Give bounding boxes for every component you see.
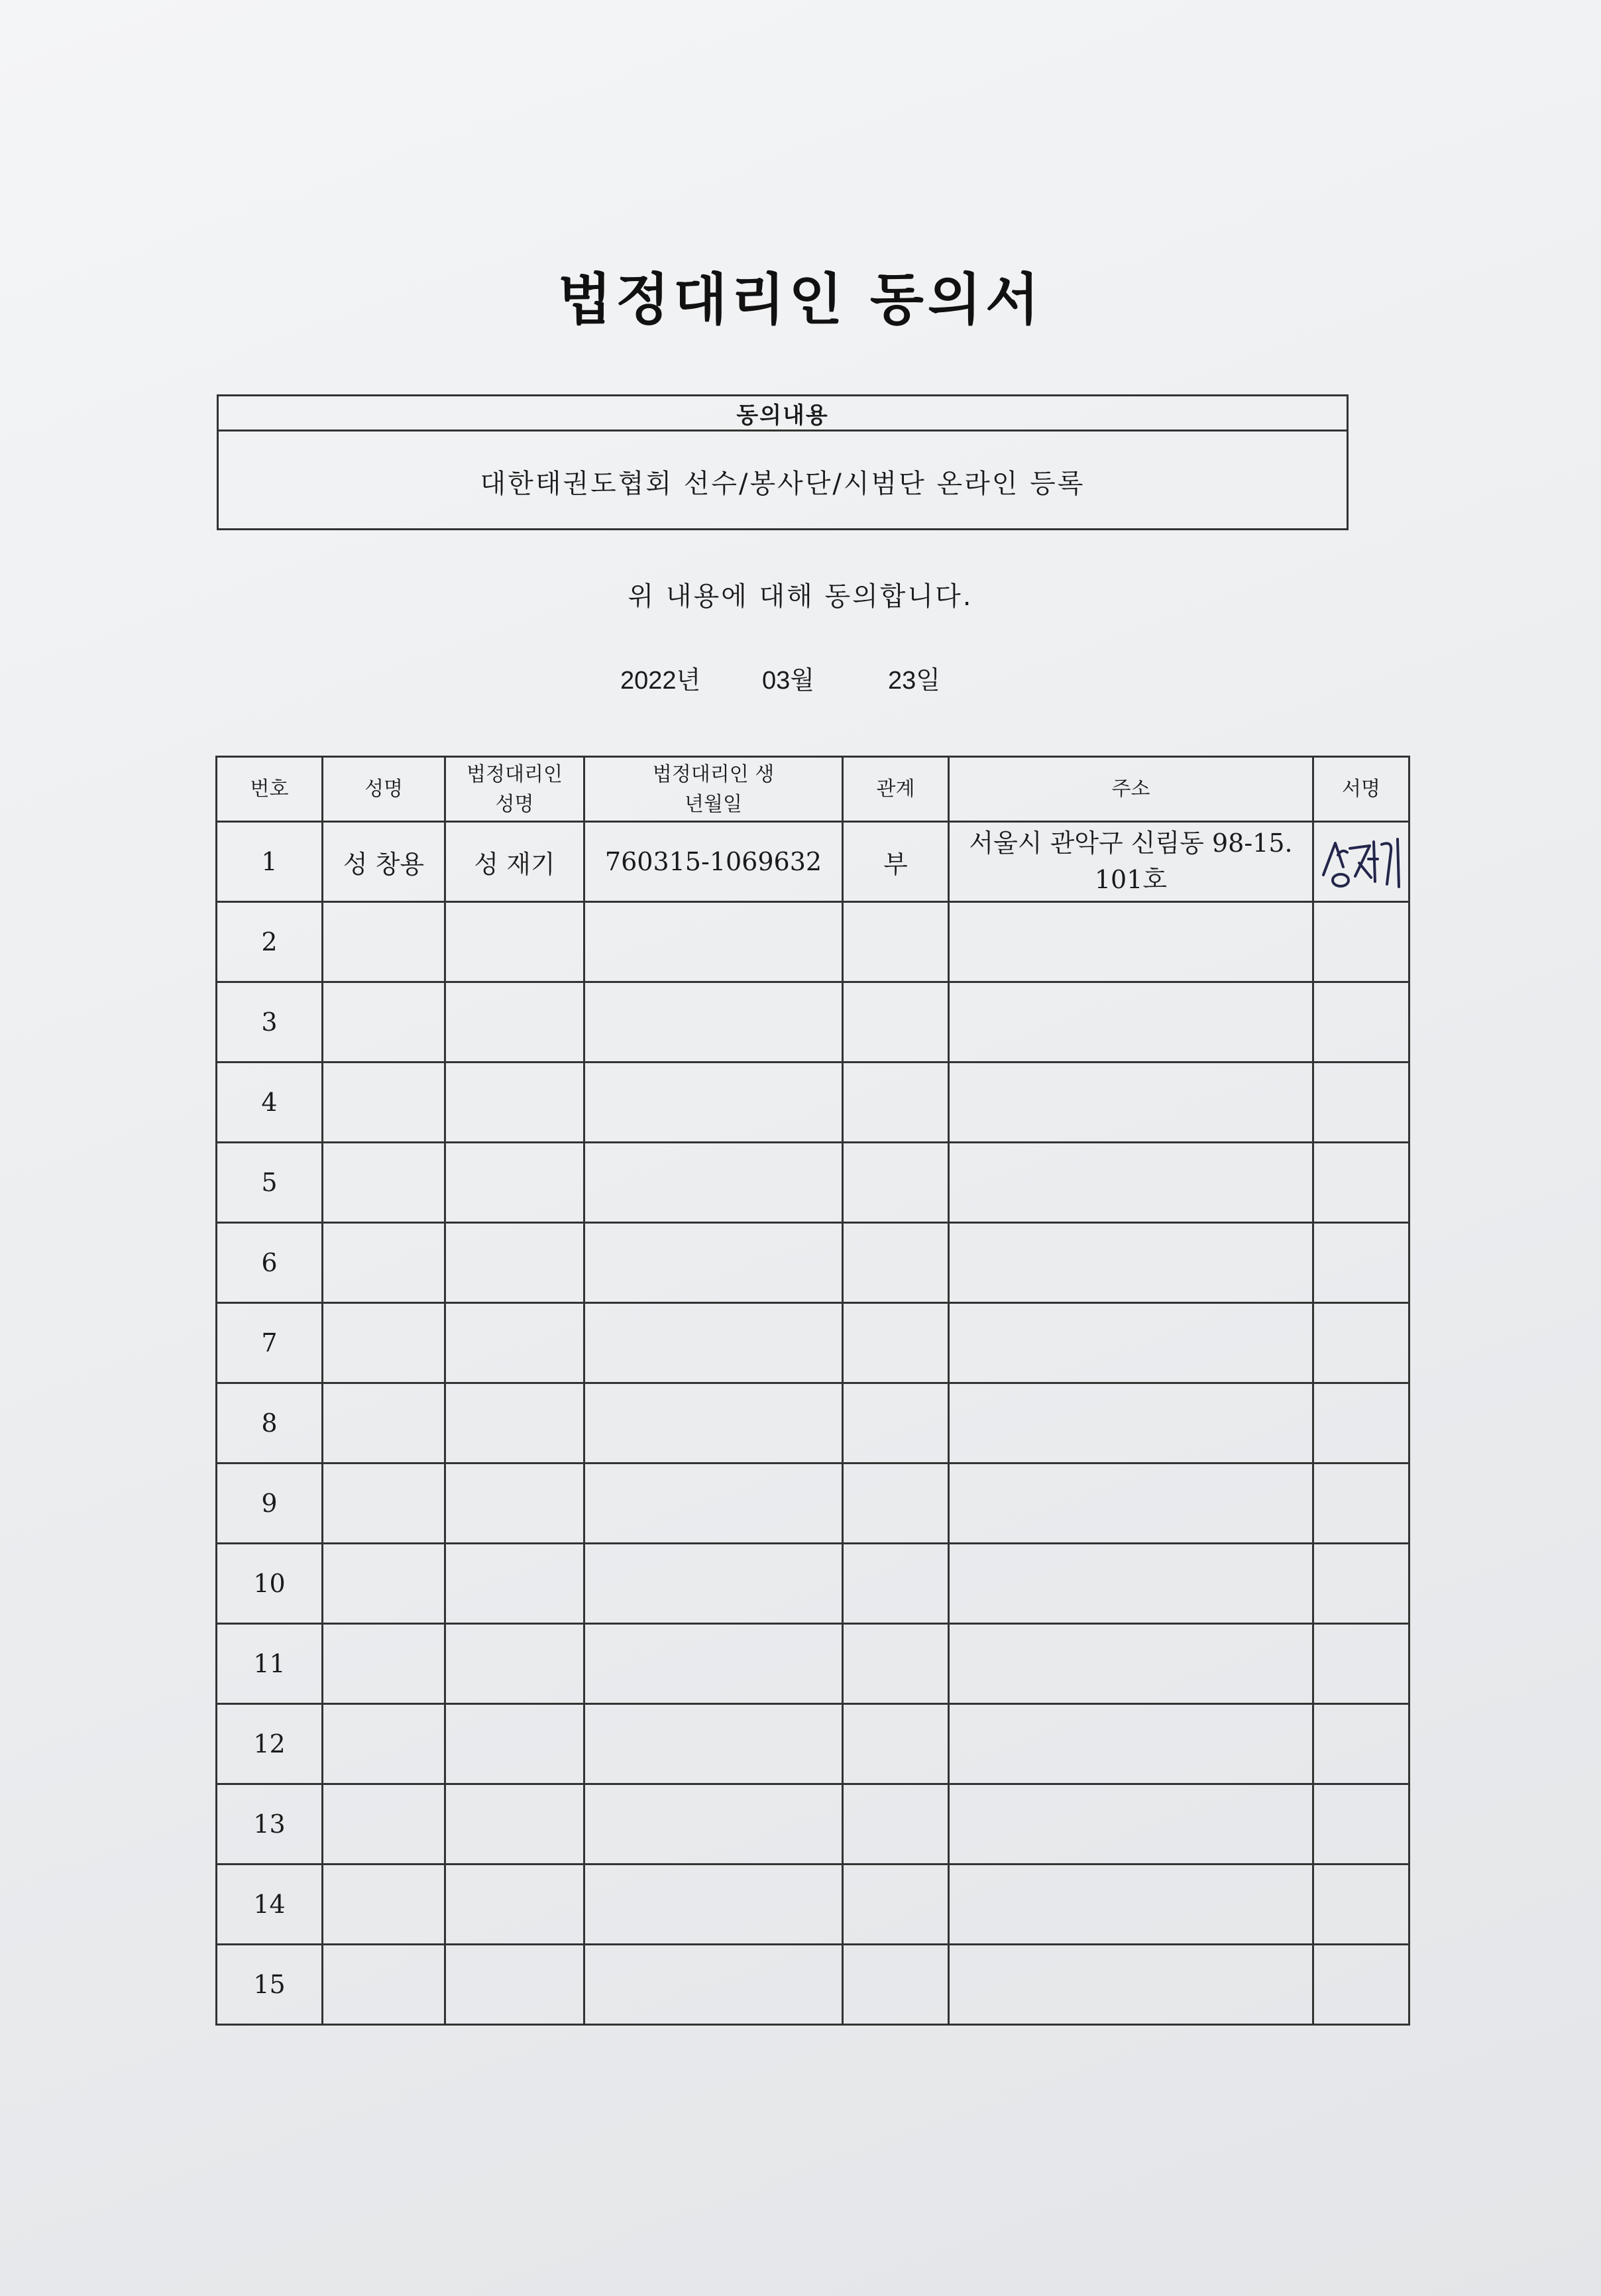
- table-row: [217, 1945, 1409, 2025]
- table-row: [217, 1865, 1409, 1945]
- row-guardian-birth: 760315-1069632: [584, 822, 843, 902]
- row-no: 7: [217, 1303, 323, 1383]
- handwritten-signature: [1318, 829, 1404, 895]
- table-row: [217, 982, 1409, 1062]
- consent-content: 대한태권도협회 선수/봉사단/시범단 온라인 등록: [480, 468, 1085, 499]
- header-guardian-birth: 법정대리인 생년월일: [584, 757, 843, 822]
- consent-header: 동의내용: [219, 396, 1347, 431]
- row-no: 2: [217, 902, 323, 982]
- table-row: [217, 1624, 1409, 1704]
- row-no: 10: [217, 1544, 323, 1624]
- header-no: 번호: [217, 757, 323, 822]
- header-relation: 관계: [843, 757, 949, 822]
- row-guardian-name: 성 재기: [445, 822, 584, 902]
- table-row: [217, 1143, 1409, 1223]
- row-no: 13: [217, 1784, 323, 1865]
- registration-table: [215, 756, 1410, 2026]
- row-no: 8: [217, 1383, 323, 1464]
- row-relation: 부: [843, 822, 949, 902]
- row-name: 성 창용: [323, 822, 445, 902]
- row-no: 5: [217, 1143, 323, 1223]
- header-guardian-name: 법정대리인 성명: [445, 757, 584, 822]
- table-row: [217, 1464, 1409, 1544]
- row-no: 4: [217, 1062, 323, 1143]
- date-month: 03월: [762, 667, 814, 695]
- table-row: [217, 1544, 1409, 1624]
- agree-statement: 위 내용에 대해 동의합니다.: [628, 581, 973, 612]
- row-no: 6: [217, 1223, 323, 1303]
- table-row: [217, 822, 1409, 902]
- row-no: 11: [217, 1624, 323, 1704]
- table-row: [217, 1223, 1409, 1303]
- header-address: 주소: [949, 757, 1313, 822]
- date-year: 2022년: [620, 667, 701, 695]
- page-title: 법정대리인 동의서: [557, 266, 1044, 332]
- row-address: 서울시 관악구 신림동 98-15. 101호: [949, 822, 1313, 902]
- table-row: [217, 1784, 1409, 1865]
- row-no: 9: [217, 1464, 323, 1544]
- table-header-row: [217, 757, 1409, 822]
- row-no: 12: [217, 1704, 323, 1784]
- row-signature: [1313, 822, 1409, 902]
- header-name: 성명: [323, 757, 445, 822]
- table-row: [217, 1303, 1409, 1383]
- row-no: 15: [217, 1945, 323, 2025]
- table-row: [217, 1383, 1409, 1464]
- date-day: 23일: [888, 667, 940, 695]
- row-no: 1: [217, 822, 323, 902]
- row-no: 14: [217, 1865, 323, 1945]
- table-row: [217, 902, 1409, 982]
- consent-box: [217, 394, 1349, 530]
- table-row: [217, 1704, 1409, 1784]
- table-row: [217, 1062, 1409, 1143]
- header-signature: 서명: [1313, 757, 1409, 822]
- row-no: 3: [217, 982, 323, 1062]
